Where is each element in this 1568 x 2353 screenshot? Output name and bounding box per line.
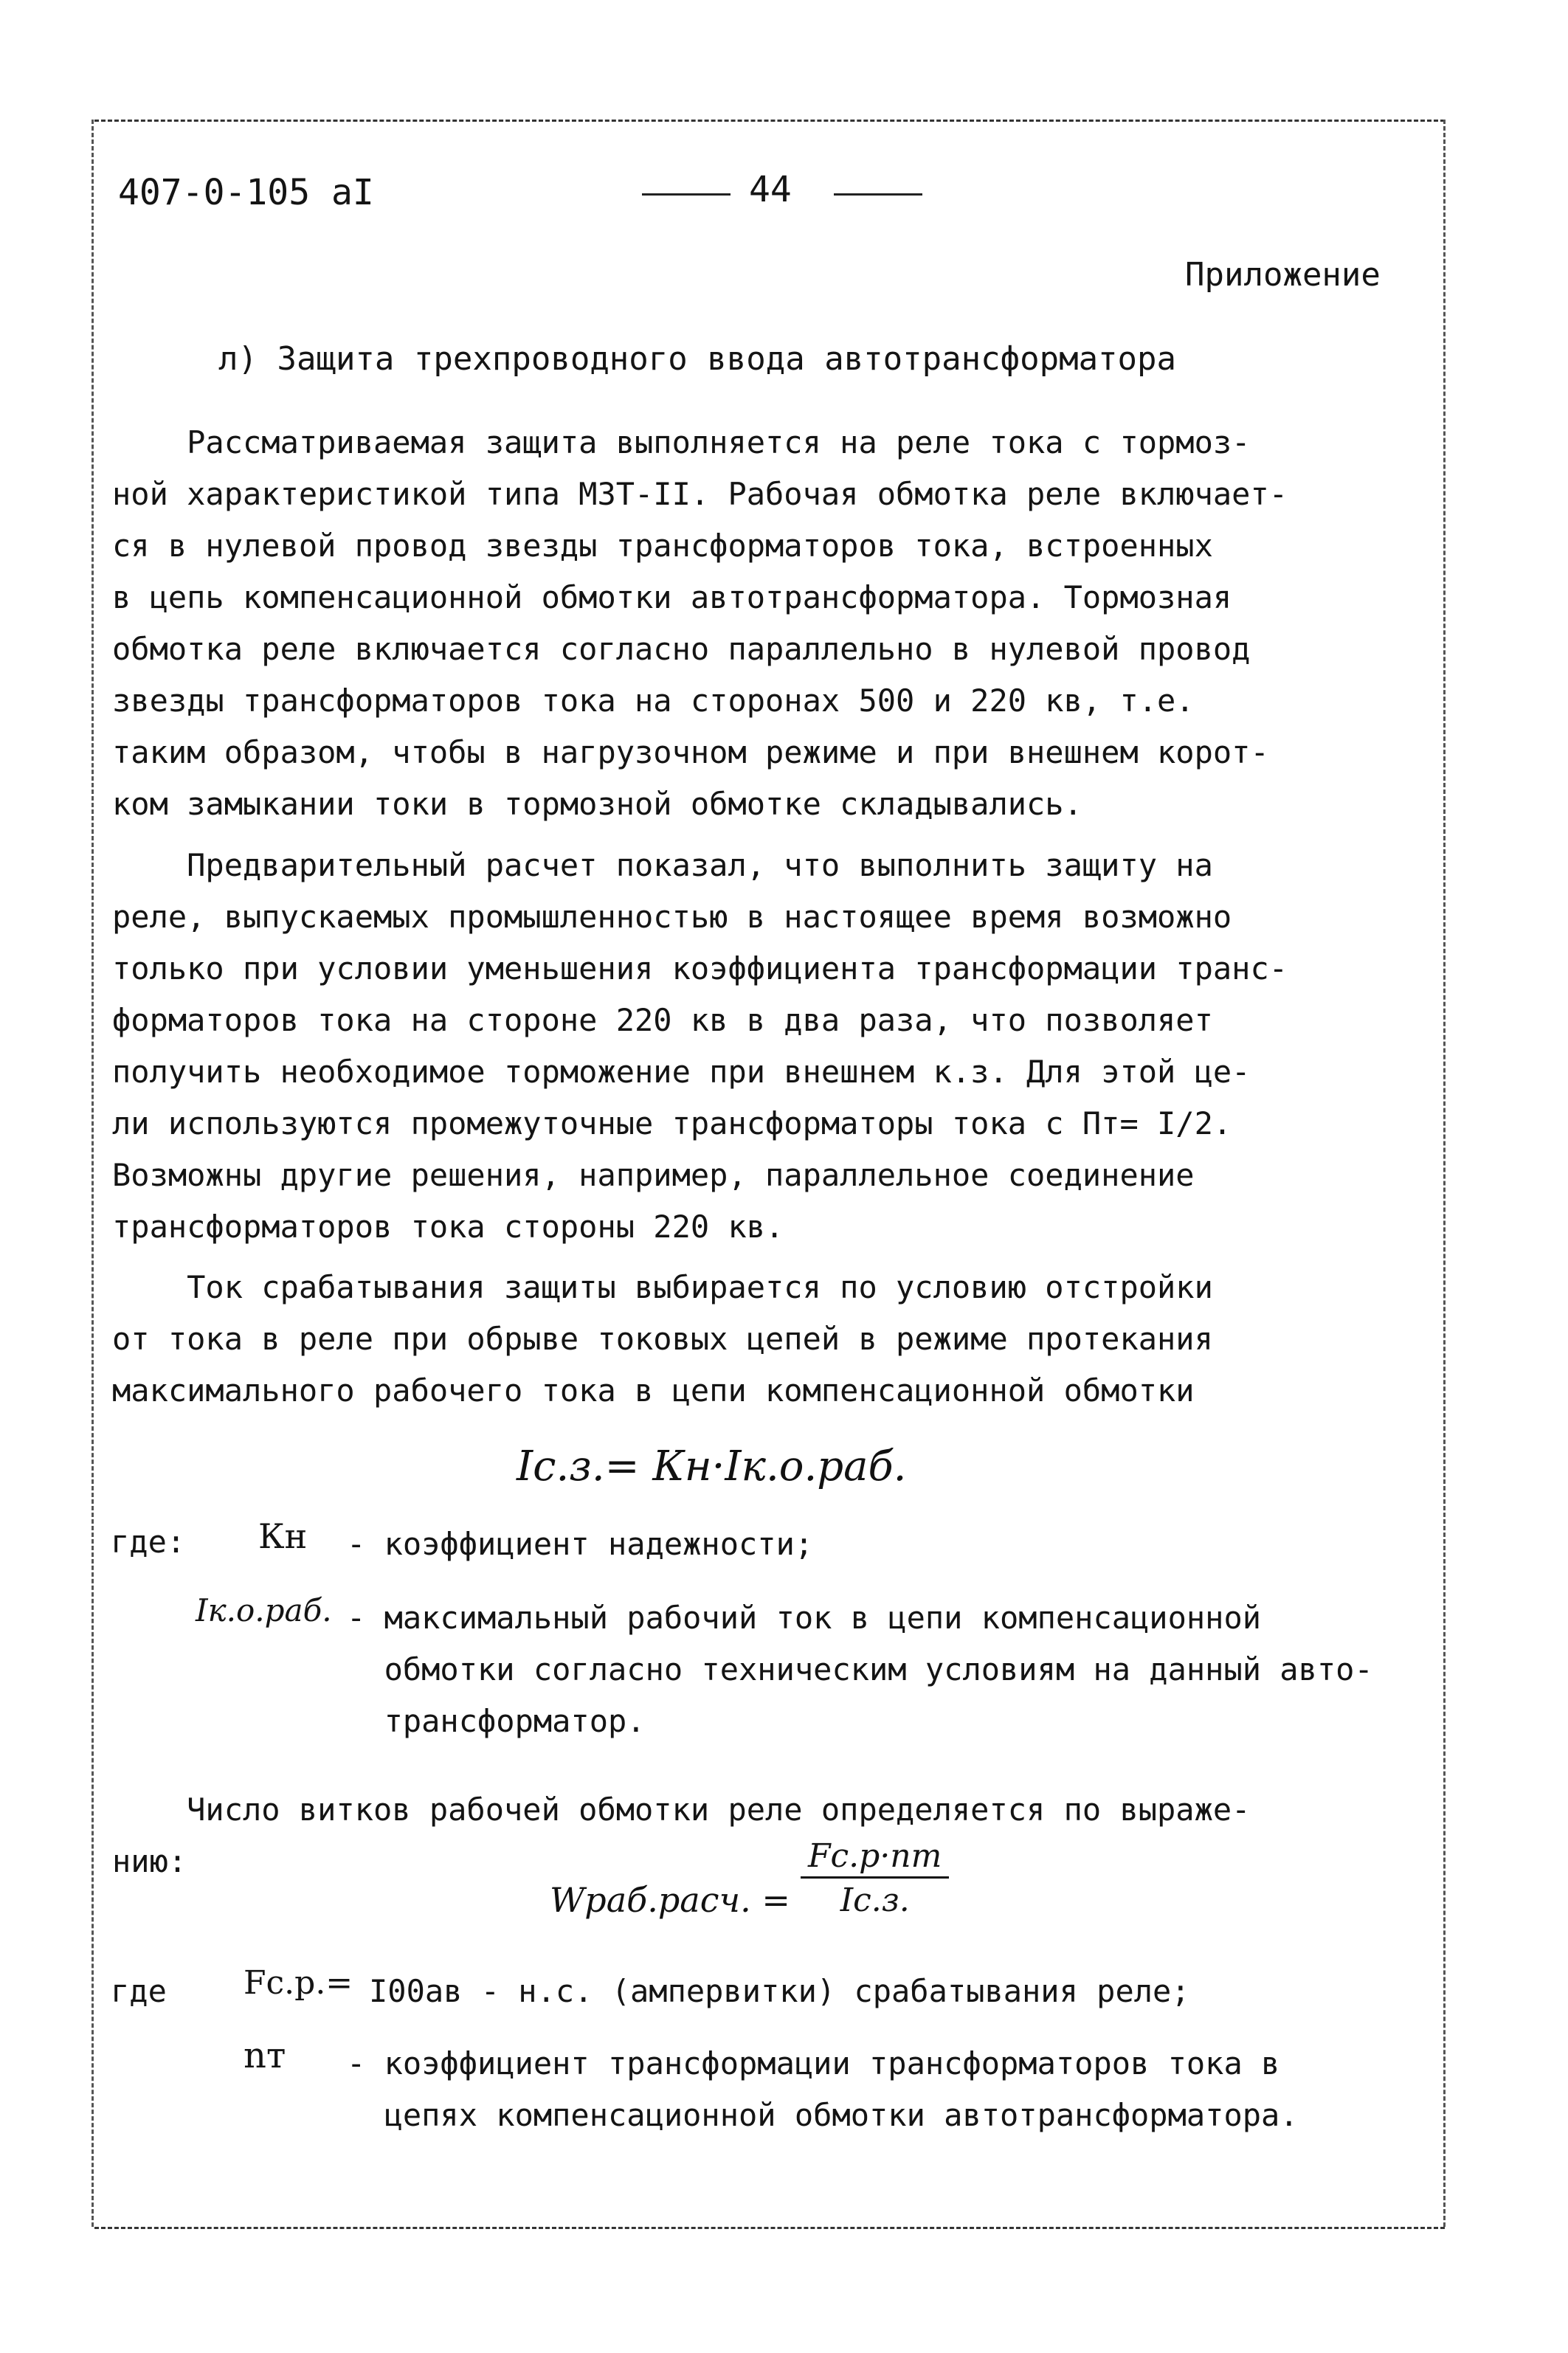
where-label-2: где <box>111 1973 167 2009</box>
page-frame-left <box>91 120 94 2227</box>
text-line: Рассматриваемая защита выполняется на реле тока с тормоз- <box>112 424 1251 460</box>
text-line: Ток срабатывания защиты выбирается по условию отстройки <box>112 1269 1213 1305</box>
text-line: ли используются промежуточные трансформаторы тока с Пт= І/2. <box>112 1105 1232 1141</box>
section-title: л) Защита трехпроводного ввода автотрансформатора <box>218 340 1177 378</box>
formula-numerator: Fc.p·nт <box>801 1837 949 1879</box>
paragraph-1 <box>112 417 1422 830</box>
page-frame-bottom <box>94 2227 1445 2229</box>
text-line: максимального рабочего тока в цепи компенсационной обмотки <box>112 1372 1195 1409</box>
iko-symbol: Iк.о.раб. <box>196 1592 332 1628</box>
page-number: 44 <box>749 169 792 210</box>
text-line: ком замыкании токи в тормозной обмотке складывались. <box>112 786 1082 822</box>
iko-definition-line-3: трансформатор. <box>347 1703 646 1739</box>
formula-pickup-current: Ic.з.= Кн·Iк.о.раб. <box>517 1442 907 1490</box>
text-line: ной характеристикой типа МЗТ-ІІ. Рабочая обмотка реле включает- <box>112 476 1288 512</box>
kn-definition: - коэффициент надежности; <box>347 1526 814 1562</box>
text-line: обмотка реле включается согласно параллельно в нулевой провод <box>112 631 1251 667</box>
fcp-definition: І00ав - н.с. (ампервитки) срабатывания реле; <box>369 1973 1190 2009</box>
nt-definition-line-1: - коэффициент трансформации трансформаторов тока в <box>347 2045 1280 2081</box>
nt-definition-line-2: цепях компенсационной обмотки автотрансформатора. <box>347 2097 1299 2133</box>
formula-turns-fraction <box>801 1837 949 1919</box>
text-line: звезды трансформаторов тока на сторонах 500 и 220 кв, т.е. <box>112 683 1195 719</box>
text-line: нию: <box>112 1843 187 1879</box>
kn-symbol: Кн <box>258 1516 308 1556</box>
text-line: Возможны другие решения, например, параллельное соединение <box>112 1157 1195 1193</box>
text-line: реле, выпускаемых промышленностью в настоящее время возможно <box>112 899 1232 935</box>
page-frame-top <box>94 120 1445 122</box>
text-line: только при условии уменьшения коэффициента трансформации транс- <box>112 950 1288 987</box>
page-number-dash-left <box>642 193 731 196</box>
text-line: ся в нулевой провод звезды трансформаторов тока, встроенных <box>112 528 1213 564</box>
page-number-dash-right <box>834 193 922 196</box>
text-line: форматоров тока на стороне 220 кв в два раза, что позволяет <box>112 1002 1213 1038</box>
text-line: Число витков рабочей обмотки реле определяется по выраже- <box>112 1791 1251 1828</box>
paragraph-4 <box>112 1784 1422 1887</box>
text-line: таким образом, чтобы в нагрузочном режиме и при внешнем корот- <box>112 734 1269 770</box>
page-frame-right <box>1443 120 1446 2227</box>
where-label: где: <box>111 1524 186 1560</box>
appendix-label: Приложение <box>1185 256 1381 294</box>
text-line: от тока в реле при обрыве токовых цепей в режиме протекания <box>112 1321 1213 1357</box>
paragraph-3 <box>112 1262 1422 1417</box>
paragraph-2 <box>112 840 1422 1253</box>
formula-denominator: Ic.з. <box>840 1882 910 1919</box>
iko-definition-line-1: - максимальный рабочий ток в цепи компенсационной <box>347 1600 1262 1636</box>
text-line: в цепь компенсационной обмотки автотрансформатора. Тормозная <box>112 579 1232 615</box>
text-line: трансформаторов тока стороны 220 кв. <box>112 1209 784 1245</box>
document-number: 407-0-105 аІ <box>118 172 374 213</box>
iko-definition-line-2: обмотки согласно техническим условиям на данный авто- <box>347 1651 1373 1687</box>
fcp-symbol: Fc.p.= <box>244 1964 353 2002</box>
text-line: Предварительный расчет показал, что выполнить защиту на <box>112 847 1213 883</box>
nt-symbol: nт <box>244 2035 286 2076</box>
formula-turns-lhs: Wраб.расч. = <box>550 1880 790 1920</box>
text-line: получить необходимое торможение при внешнем к.з. Для этой це- <box>112 1054 1251 1090</box>
